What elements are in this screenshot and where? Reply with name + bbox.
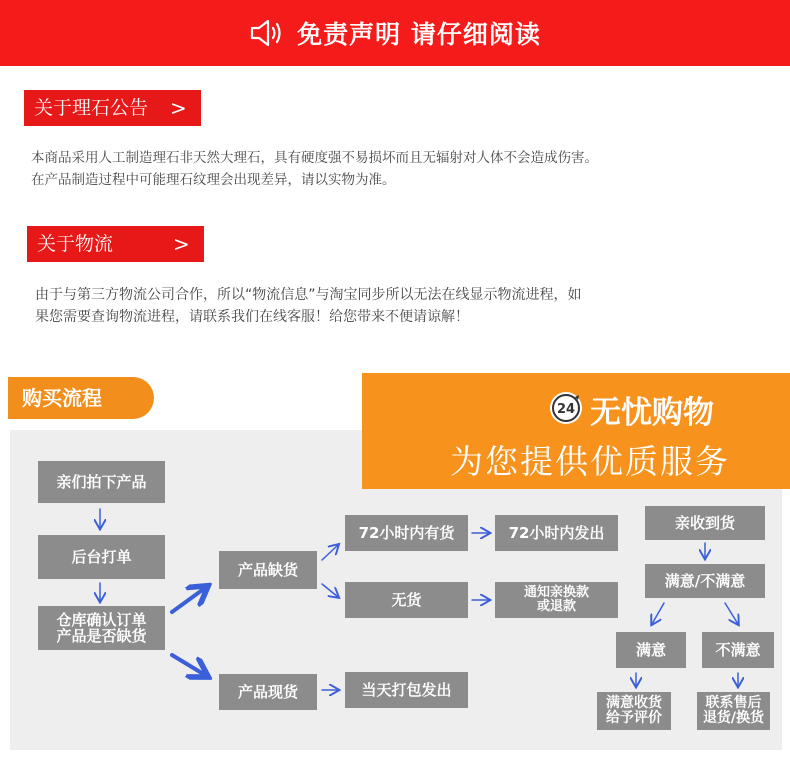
process-title: 购买流程 <box>8 377 154 419</box>
header-content <box>0 0 790 66</box>
step-notify: 通知亲换款 或退款 <box>495 582 618 618</box>
logistics-label-text: 关于物流 <box>37 233 114 255</box>
step-order: 亲们拍下产品 <box>38 461 165 503</box>
logistics-label <box>27 226 204 262</box>
step-backend: 后台打单 <box>38 535 165 579</box>
logistics-line-1: 由于与第三方物流公司合作，所以“物流信息”与淘宝同步所以无法在线显示物流进程，如 <box>35 287 582 303</box>
step-satisfied: 满意 <box>616 632 686 668</box>
step-review: 满意收货 给予评价 <box>597 692 671 730</box>
worry-free-title: 无忧购物 <box>590 395 714 431</box>
step-same-day: 当天打包发出 <box>345 672 468 708</box>
step-no-goods: 无货 <box>345 582 468 618</box>
worry-free-subtitle: 为您提供优质服务 <box>450 442 730 481</box>
logistics-text-block <box>35 284 775 328</box>
step-warehouse: 仓库确认订单 产品是否缺货 <box>38 606 165 650</box>
step-out-of-stock: 产品缺货 <box>219 551 317 589</box>
marble-line-1: 本商品采用人工制造理石非天然大理石，具有硬度强不易损坏而且无辐射对人体不会造成伤害。 <box>31 150 598 166</box>
clock-24h-icon <box>548 390 584 426</box>
step-ship-72h: 72小时内发出 <box>495 515 618 551</box>
chevron-right-icon: > <box>173 232 190 256</box>
marble-notice-text: 关于理石公告 <box>34 97 149 119</box>
marble-notice-label <box>24 90 201 126</box>
step-in-stock: 产品现货 <box>219 674 317 710</box>
header-title: 免责声明 请仔细阅读 <box>297 20 541 49</box>
logistics-line-2: 果您需要查询物流进程，请联系我们在线客服！给您带来不便请谅解！ <box>35 309 469 325</box>
step-unsatisfied: 不满意 <box>702 632 774 668</box>
step-after-sale: 联系售后 退货/换货 <box>697 692 770 730</box>
speaker-icon <box>249 17 289 49</box>
marble-notice-text-block <box>31 147 781 191</box>
step-satisfied-question: 满意/不满意 <box>645 564 765 598</box>
step-received: 亲收到货 <box>645 506 765 540</box>
step-has-72h: 72小时内有货 <box>345 515 468 551</box>
chevron-right-icon: > <box>170 96 187 120</box>
clock-badge-text: 24 <box>556 402 576 417</box>
marble-line-2: 在产品制造过程中可能理石纹理会出现差异，请以实物为准。 <box>31 172 396 188</box>
